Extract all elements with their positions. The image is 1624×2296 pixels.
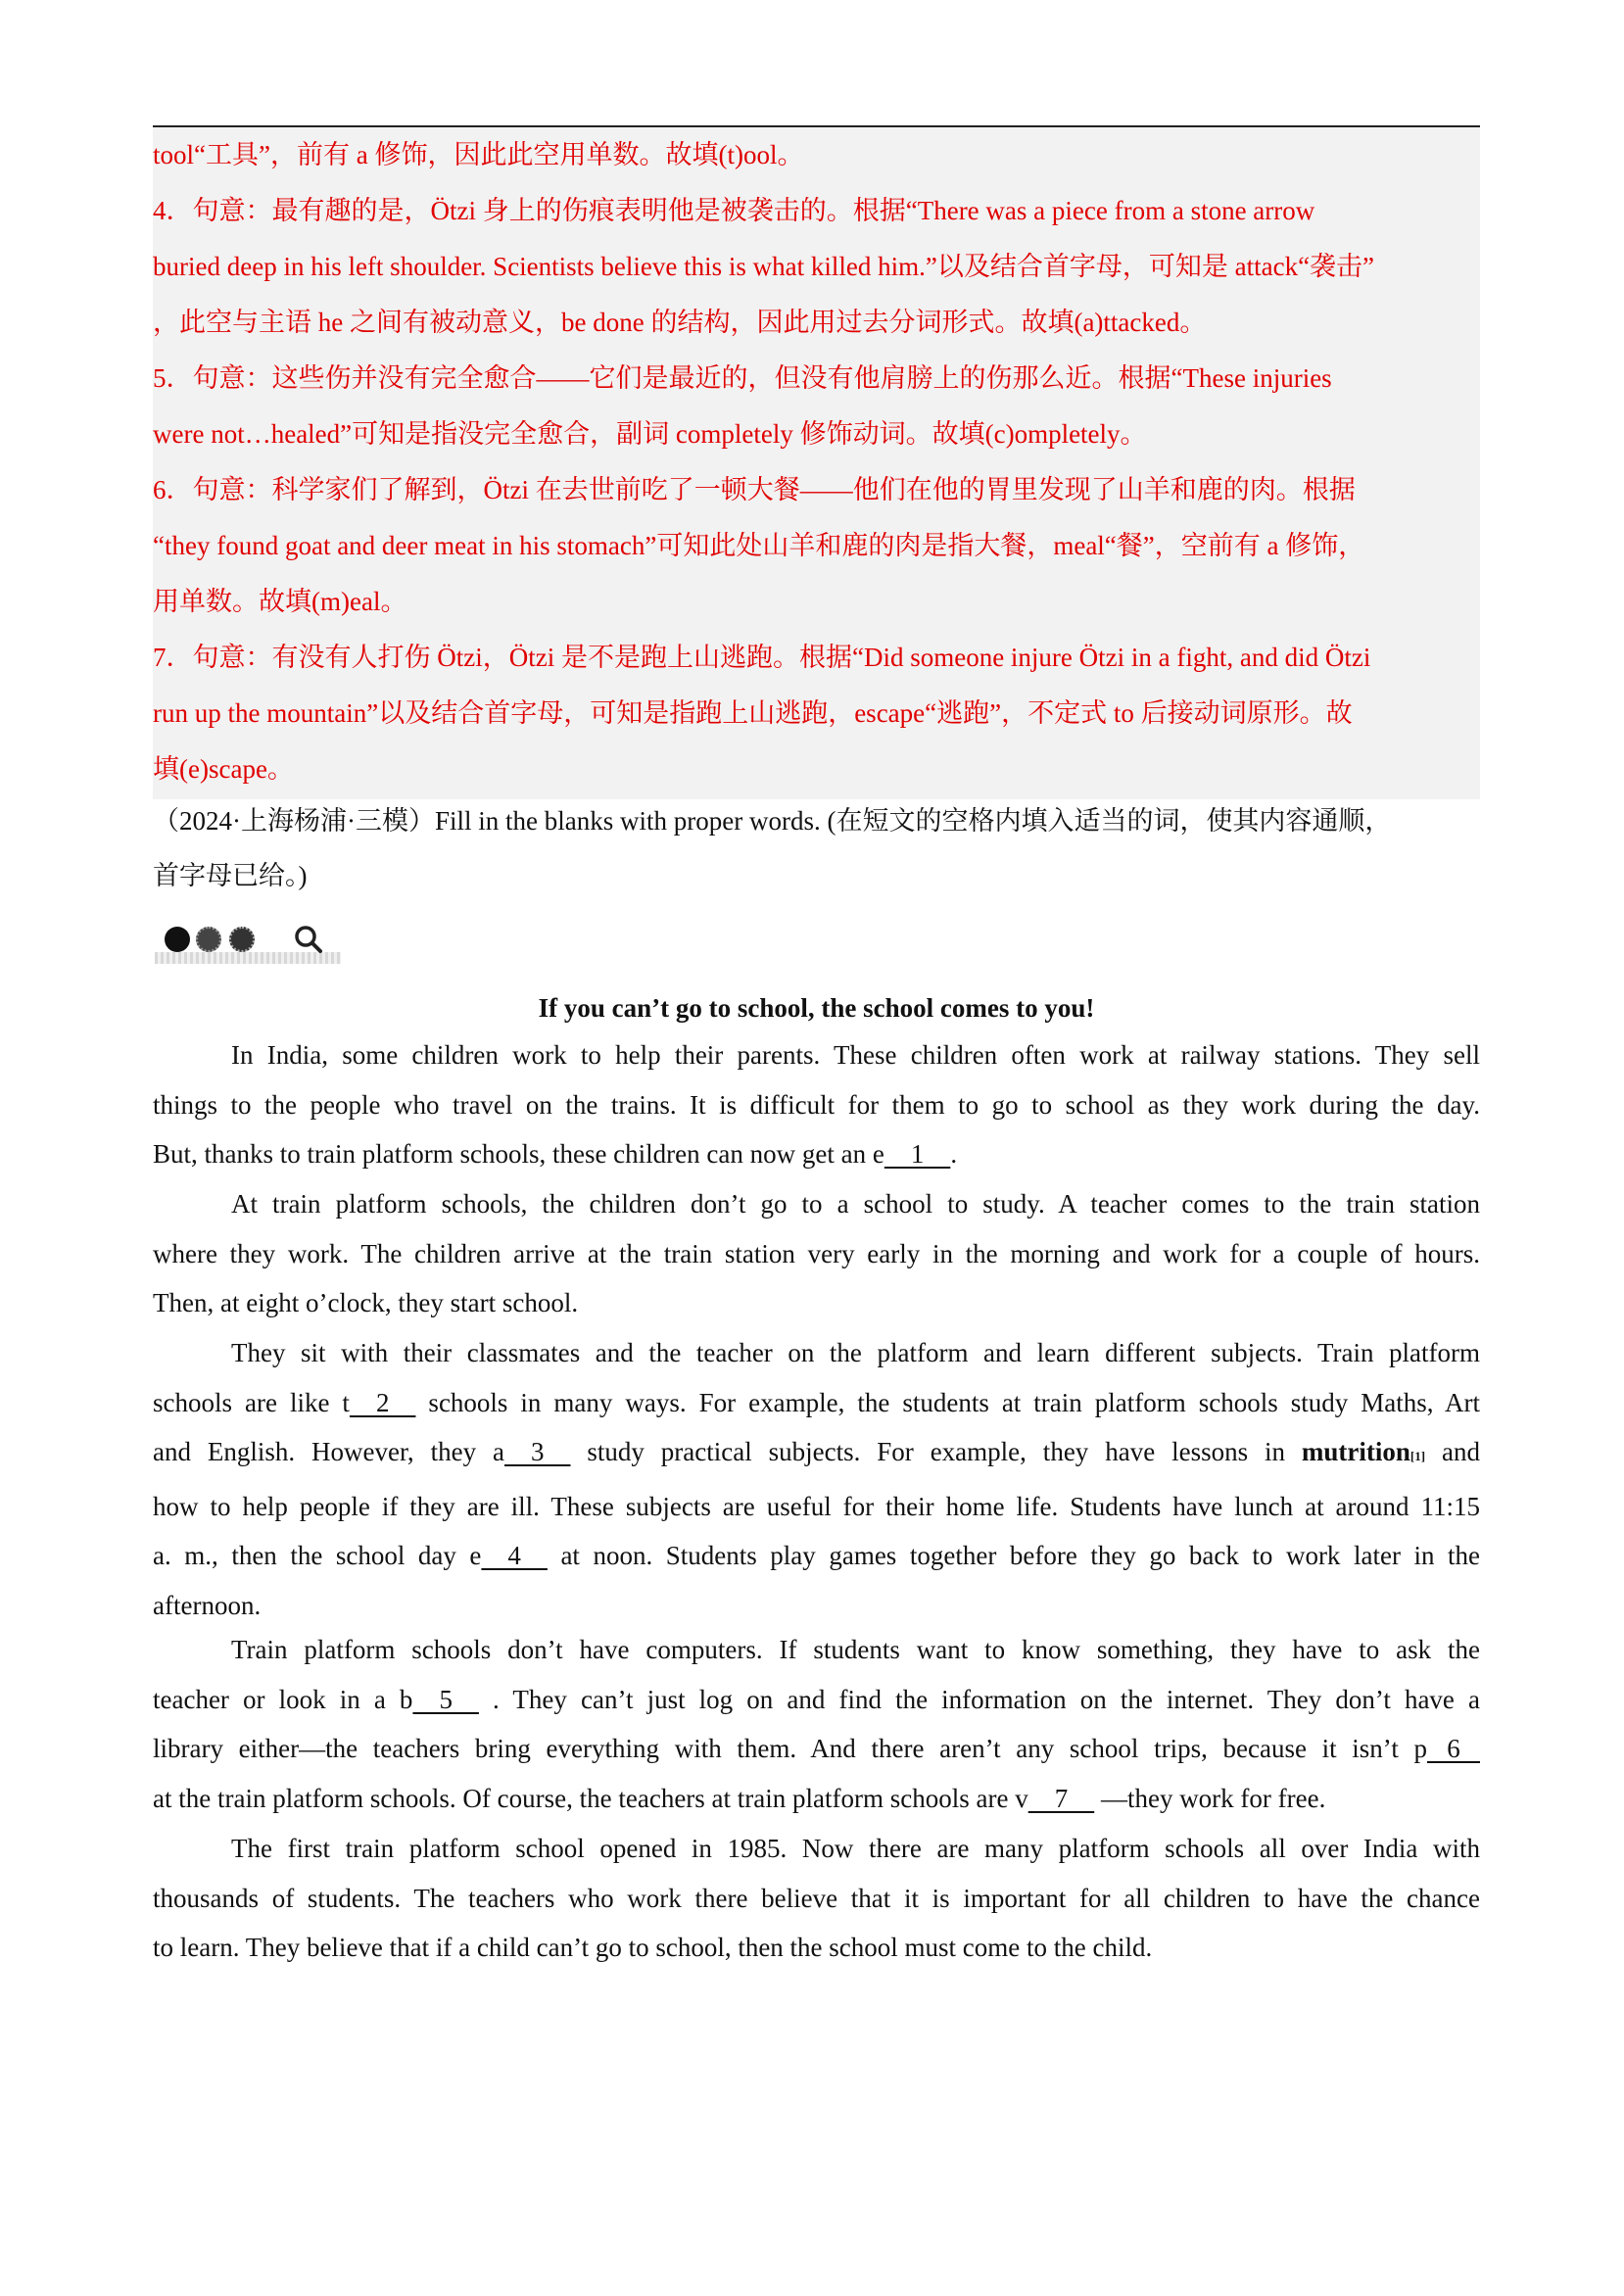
dot-icon xyxy=(165,927,190,952)
article-title: If you can’t go to school, the school comes to you! xyxy=(538,993,1095,1023)
answer-line: buried deep in his left shoulder. Scientists believe this is what killed him.”以及结合首字母，可知是 attack“袭击” xyxy=(153,252,1375,281)
answer-line: were not…healed”可知是指没完全愈合，副词 completely 修饰动词。故填(c)ompletely。 xyxy=(153,419,1147,449)
blank-6: 6 xyxy=(1427,1734,1480,1763)
text-line: schools are like t 2 schools in many ways. For example, the students at train platform schools study Maths, Art xyxy=(153,1378,1480,1428)
text-line: to learn. They believe that if a child can’t go to school, then the school must come to the child. xyxy=(153,1933,1153,1962)
text-line: how to help people if they are ill. These subjects are useful for their home life. Students have lunch at around 11:15 xyxy=(153,1491,1480,1521)
text-line: things to the people who travel on the trains. It is difficult for them to go to school as they work during the day. xyxy=(153,1089,1480,1120)
answer-line: 7．句意：有没有人打伤 Ötzi，Ötzi 是不是跑上山逃跑。根据“Did someone injure Ötzi in a fight, and did Ötzi xyxy=(153,643,1371,672)
answer-line: ，此空与主语 he 之间有被动意义，be done 的结构，因此用过去分词形式。故填(a)ttacked。 xyxy=(153,308,1207,337)
answer-line: 5．句意：这些伤并没有完全愈合——它们是最近的，但没有他肩膀上的伤那么近。根据“These injuries xyxy=(153,363,1332,393)
text-line: thousands of students. The teachers who work there believe that it is important for all children to have the chance xyxy=(153,1883,1480,1913)
text-line: They sit with their classmates and the teacher on the platform and learn different subjects. Train platform xyxy=(231,1338,1480,1367)
paragraph-3 xyxy=(153,1328,1480,1630)
text-line: Train platform schools don’t have computers. If students want to know something, they have to ask the xyxy=(231,1635,1480,1664)
intro-line: 首字母已给。) xyxy=(153,861,308,890)
text-line: teacher or look in a b 5 . They can’t just log on and find the information on the internet. They don’t have a xyxy=(153,1675,1480,1725)
paragraph-1 xyxy=(153,1030,1480,1179)
blank-5: 5 xyxy=(412,1684,479,1714)
text-line: where they work. The children arrive at the train station very early in the morning and work for a couple of hours. xyxy=(153,1238,1480,1268)
answer-line: 用单数。故填(m)eal。 xyxy=(153,587,407,616)
text-line: At train platform schools, the children don’t go to a school to study. A teacher comes to the train station xyxy=(231,1189,1480,1219)
text-line: The first train platform school opened in 1985. Now there are many platform schools all over India with xyxy=(231,1834,1480,1863)
text-line: Then, at eight o’clock, they start school. xyxy=(153,1288,579,1317)
paragraph-5 xyxy=(153,1824,1480,1973)
blank-4: 4 xyxy=(481,1541,548,1570)
answer-explanations xyxy=(153,127,1480,799)
answer-line: 填(e)scape。 xyxy=(153,754,294,784)
answer-line: 4．句意：最有趣的是，Ötzi 身上的伤痕表明他是被袭击的。根据“There was a piece from a stone arrow xyxy=(153,196,1315,225)
text-line: at the train platform schools. Of course, the teachers at train platform schools are v 7 —they work for free. xyxy=(153,1774,1480,1824)
text-line: and English. However, they a 3 study practical subjects. For example, they have lessons in mutrition[1] and xyxy=(153,1427,1480,1482)
bold-term: mutrition xyxy=(1301,1437,1410,1466)
text-line: library either—the teachers bring everything with them. And there aren’t any school trips, because it isn’t p 6 xyxy=(153,1724,1480,1774)
dot-icon xyxy=(196,927,221,952)
answer-line: 6．句意：科学家们了解到，Ötzi 在去世前吃了一顿大餐——他们在他的胃里发现了山羊和鹿的肉。根据 xyxy=(153,475,1356,504)
blank-2: 2 xyxy=(349,1387,416,1417)
image-toolbar xyxy=(153,911,349,968)
dot-icon xyxy=(229,927,255,952)
text-line: In India, some children work to help their parents. These children often work at railway stations. They sell xyxy=(231,1040,1480,1070)
text-line: But, thanks to train platform schools, these children can now get an e 1 . xyxy=(153,1129,1480,1179)
paragraph-4 xyxy=(153,1625,1480,1823)
answer-line: run up the mountain”以及结合首字母，可知是指跑上山逃跑，escape“逃跑”，不定式 to 后接动词原形。故 xyxy=(153,698,1353,728)
footnote-mark: [1] xyxy=(1409,1449,1426,1463)
search-icon xyxy=(290,921,329,960)
paragraph-2 xyxy=(153,1179,1480,1328)
blank-3: 3 xyxy=(503,1437,571,1466)
blank-7: 7 xyxy=(1027,1783,1095,1813)
answer-line: “they found goat and deer meat in his stomach”可知此处山羊和鹿的肉是指大餐，meal“餐”，空前有 a 修饰， xyxy=(153,531,1365,560)
blank-1: 1 xyxy=(884,1139,951,1169)
answer-line: tool“工具”，前有 a 修饰，因此此空用单数。故填(t)ool。 xyxy=(153,140,804,169)
intro-line: （2024·上海杨浦·三模）Fill in the blanks with proper words. (在短文的空格内填入适当的词，使其内容通顺， xyxy=(153,806,1392,836)
text-line: afternoon. xyxy=(153,1590,262,1620)
text-line: a. m., then the school day e 4 at noon. Students play games together before they go back to work later in the xyxy=(153,1531,1480,1581)
